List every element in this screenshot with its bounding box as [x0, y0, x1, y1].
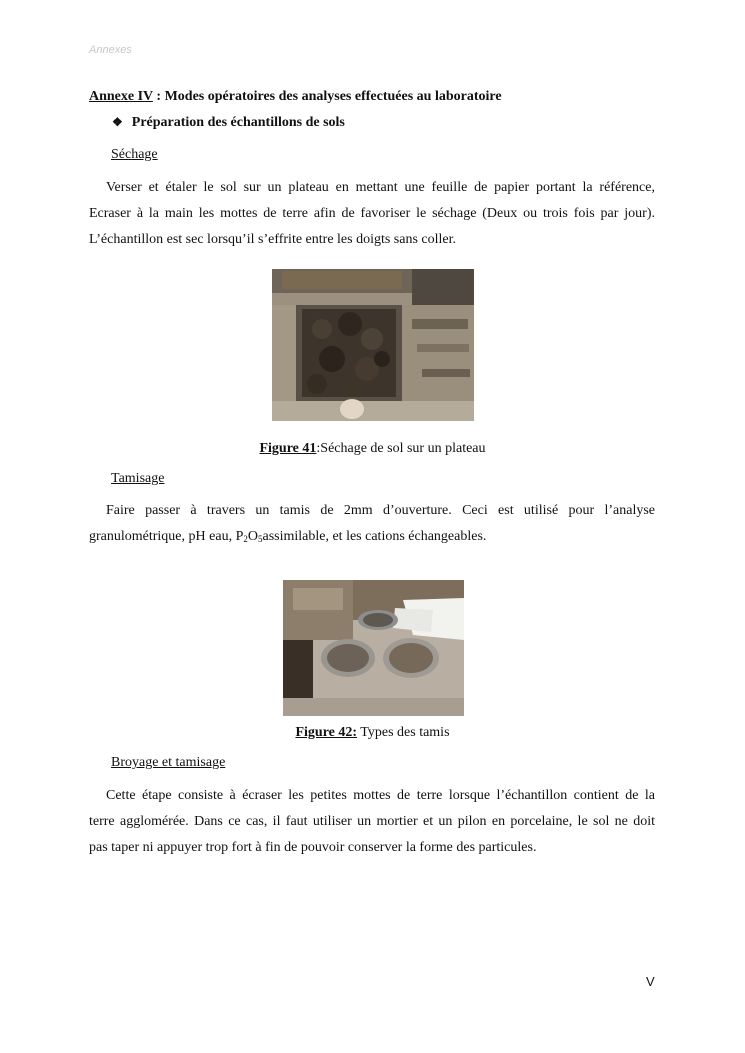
grinding-paragraph [89, 783, 655, 860]
drying-line-1: Verser et étaler le sol sur un plateau en mettant une feuille de papier portant la référence, [106, 180, 655, 195]
figure-41-caption [0, 441, 745, 457]
figure-42-text: Types des tamis [357, 725, 450, 740]
annex-title [89, 89, 502, 105]
sieve-types-photo [283, 580, 464, 716]
figure-41-label: Figure 41 [259, 441, 317, 456]
figure-41-text: :Séchage de sol sur un plateau [316, 441, 486, 456]
drying-paragraph [89, 175, 655, 252]
diamond-bullet-icon: ❖ [112, 115, 123, 129]
drying-line-3: L’échantillon est sec lorsqu’il s’effrite entre les doigts sans coller. [89, 231, 457, 247]
section-title-text: Préparation des échantillons de sols [131, 115, 345, 130]
sieving-line-1: Faire passer à travers un tamis de 2mm d’ouverture. Ceci est utilisé pour l’analyse [106, 503, 655, 518]
grinding-line-2: terre agglomérée. Dans ce cas, il faut utiliser un mortier et un pilon en porcelaine, le sol ne doit [89, 813, 655, 829]
figure-42-caption [0, 725, 745, 741]
annex-label: Annexe IV [89, 89, 153, 104]
oxygen-symbol: O [247, 528, 258, 544]
sieving-paragraph [89, 498, 655, 553]
sieving-line-2-end: assimilable, et les cations échangeables. [262, 528, 487, 544]
p2-subscript: 2 [243, 533, 248, 544]
sieving-line-2-start: granulométrique, pH eau, P [89, 528, 244, 544]
annex-title-text: : Modes opératoires des analyses effectuées au laboratoire [152, 89, 502, 104]
page-number: V [646, 974, 655, 989]
section-title [112, 115, 345, 131]
grinding-line-3: pas taper ni appuyer trop fort à fin de pouvoir conserver la forme des particules. [89, 839, 537, 855]
sieving-heading: Tamisage [111, 471, 165, 486]
drying-line-2: Ecraser à la main les mottes de terre afin de favoriser le séchage (Deux ou trois fois par jour). [89, 205, 655, 221]
sieving-line-2 [89, 524, 655, 553]
drying-heading: Séchage [111, 147, 158, 162]
soil-drying-illustration [272, 269, 474, 421]
grinding-line-1: Cette étape consiste à écraser les petites mottes de terre lorsque l’échantillon contient de la [106, 788, 655, 803]
soil-drying-photo [272, 269, 474, 421]
figure-42-label: Figure 42: [295, 725, 358, 740]
o5-subscript: 5 [257, 533, 263, 544]
grinding-heading: Broyage et tamisage [111, 755, 226, 770]
sieves-illustration [283, 580, 464, 716]
running-header: Annexes [89, 44, 132, 56]
